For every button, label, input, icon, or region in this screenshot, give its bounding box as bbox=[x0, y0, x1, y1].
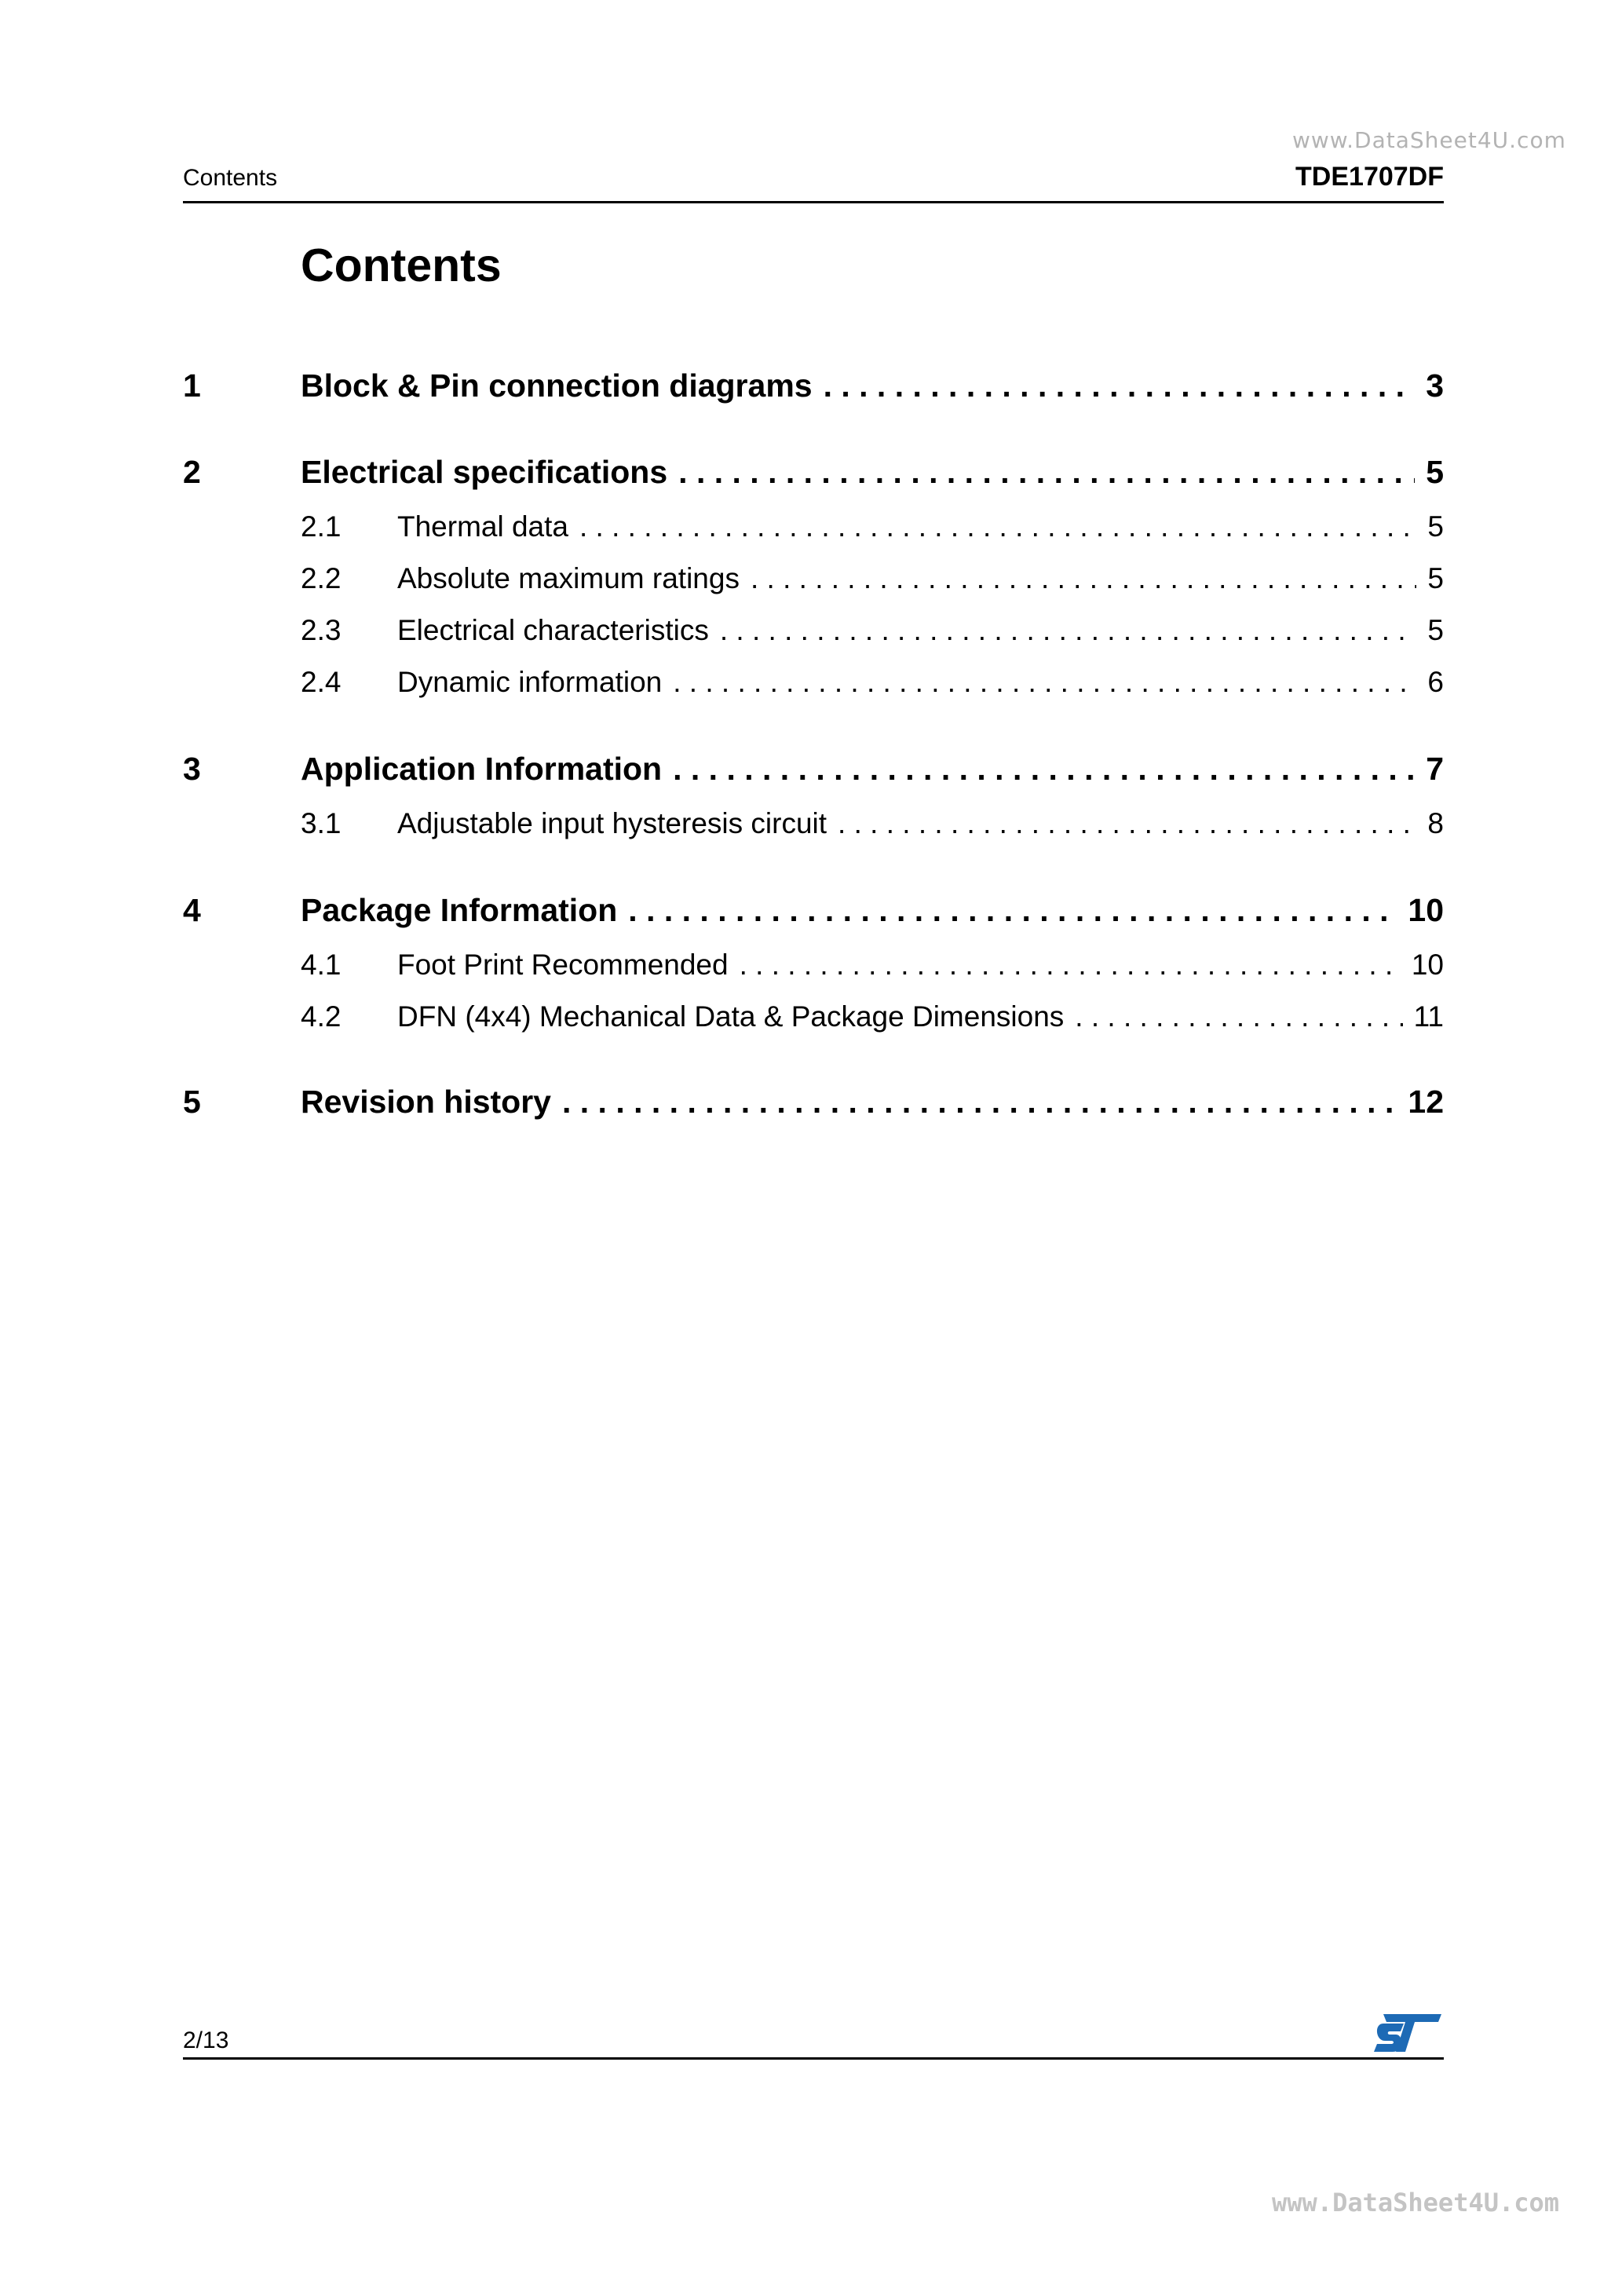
toc-subsection-number: 2.1 bbox=[301, 510, 342, 543]
toc-page-number: 7 bbox=[1426, 751, 1444, 787]
toc-page-number: 10 bbox=[1411, 949, 1444, 981]
watermark-bottom: www.DataSheet4U.com bbox=[1272, 2188, 1560, 2217]
dot-leader bbox=[678, 454, 1415, 491]
dot-leader bbox=[1075, 1000, 1402, 1033]
toc-subsection-number: 4.2 bbox=[301, 1000, 342, 1033]
toc-title: Contents bbox=[301, 239, 502, 291]
toc-subsection-number: 3.1 bbox=[301, 807, 342, 839]
toc-section-number: 1 bbox=[183, 367, 201, 404]
header-part-number: TDE1707DF bbox=[1295, 162, 1444, 192]
toc-section-title: Electrical specifications bbox=[301, 454, 668, 490]
toc-page-number: 6 bbox=[1427, 666, 1444, 698]
toc-subsection-title: DFN (4x4) Mechanical Data & Package Dimensions bbox=[397, 1000, 1065, 1033]
toc-page-number: 10 bbox=[1408, 892, 1444, 928]
toc-page-number: 11 bbox=[1413, 1000, 1444, 1033]
toc-page-number: 5 bbox=[1426, 454, 1444, 490]
toc-subsection-number: 4.1 bbox=[301, 949, 342, 981]
toc-section-number: 4 bbox=[183, 892, 201, 928]
toc-subsection-title: Thermal data bbox=[397, 510, 568, 543]
st-logo-icon bbox=[1372, 2013, 1443, 2053]
toc-section-title: Revision history bbox=[301, 1084, 551, 1120]
dot-leader bbox=[673, 751, 1415, 788]
footer-rule bbox=[183, 2057, 1444, 2060]
toc-section-number: 2 bbox=[183, 454, 201, 490]
dot-leader bbox=[562, 1084, 1397, 1121]
footer-page-number: 2/13 bbox=[183, 2027, 229, 2053]
toc-subsection-number: 2.4 bbox=[301, 666, 342, 698]
toc-page-number: 5 bbox=[1427, 510, 1444, 543]
toc-page-number: 3 bbox=[1426, 367, 1444, 404]
toc-section-title: Application Information bbox=[301, 751, 663, 787]
toc-subsection-title: Electrical characteristics bbox=[397, 614, 709, 646]
toc-subsection-number: 2.3 bbox=[301, 614, 342, 646]
toc-section-title: Block & Pin connection diagrams bbox=[301, 367, 813, 404]
toc-page-number: 12 bbox=[1408, 1084, 1444, 1120]
dot-leader bbox=[720, 614, 1417, 647]
toc-page-number: 5 bbox=[1427, 562, 1444, 594]
dot-leader bbox=[838, 807, 1416, 840]
toc-page-number: 5 bbox=[1427, 614, 1444, 646]
toc-subsection-number: 2.2 bbox=[301, 562, 342, 594]
toc-section-number: 3 bbox=[183, 751, 201, 787]
dot-leader bbox=[673, 666, 1416, 699]
toc-section-title: Package Information bbox=[301, 892, 618, 928]
toc-subsection-title: Adjustable input hysteresis circuit bbox=[397, 807, 827, 839]
header-rule bbox=[183, 201, 1444, 203]
dot-leader bbox=[751, 562, 1416, 595]
dot-leader bbox=[824, 367, 1416, 404]
watermark-top: www.DataSheet4U.com bbox=[1292, 127, 1566, 153]
toc-page-number: 8 bbox=[1427, 807, 1444, 839]
toc-subsection-title: Absolute maximum ratings bbox=[397, 562, 740, 594]
dot-leader bbox=[740, 949, 1401, 982]
dot-leader bbox=[579, 510, 1416, 543]
dot-leader bbox=[628, 892, 1397, 929]
toc-subsection-title: Foot Print Recommended bbox=[397, 949, 729, 981]
toc-section-number: 5 bbox=[183, 1084, 201, 1120]
toc-subsection-title: Dynamic information bbox=[397, 666, 663, 698]
header-section-label: Contents bbox=[183, 165, 278, 191]
